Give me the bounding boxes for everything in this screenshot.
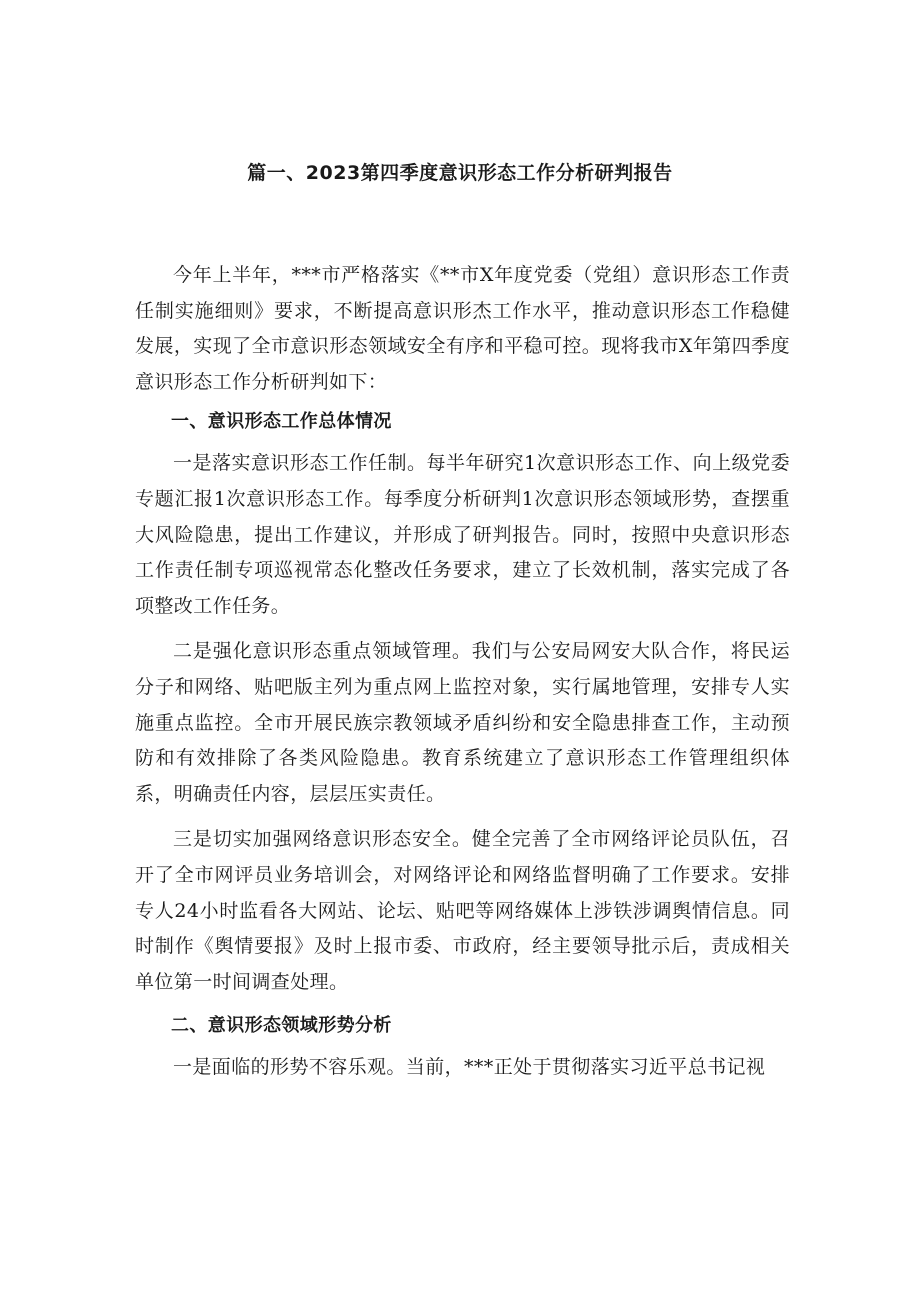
intro-paragraph: 今年上半年，***市严格落实《**市X年度党委（党组）意识形态工作责任制实施细则》要求，不断提高意识形杰工作水平，推动意识形态工作稳健发展，实现了全市意识形态领域安全有序和平稳可控。现将我市X年第四季度意识形态工作分析研判如下： [135,264,790,393]
document-title: 篇一、2023第四季度意识形态工作分析研判报告 [247,162,673,184]
paragraph-network-security: 三是切实加强网络意识形态安全。健全完善了全市网络评论员队伍，召开了全市网评员业务培训会，对网络评论和网络监督明确了工作要求。安排专人24小时监看各大网站、论坛、贴吧等网络媒体上涉铁涉调舆情信息。同时制作《舆情要报》及时上报市委、市政府，经主要领导批示后，责成相关单位第一时间调查处理。 [135,828,790,993]
document-body [135,258,790,1096]
paragraph-situation: 一是面临的形势不容乐观。当前，***正处于贯彻落实习近平总书记视 [173,1056,766,1079]
section-heading-analysis: 二、意识形态领域形势分析 [171,1015,392,1037]
paragraph-responsibility: 一是落实意识形态工作任制。每半年研究1次意识形态工作、向上级党委专题汇报1次意识形态工作。每季度分析研判1次意识形态领域形势，查摆重大风险隐患，提出工作建议，并形成了研判报告。同时，按照中央意识形态工作责任制专项巡视常态化整改任务要求，建立了长效机制，落实完成了各项整改工作任务。 [135,452,790,617]
paragraph-key-areas: 二是强化意识形态重点领域管理。我们与公安局网安大队合作，将民运分子和网络、贴吧版主列为重点网上监控对象，实行属地管理，安排专人实施重点监控。全市开展民族宗教领域矛盾纠纷和安全隐患排查工作，主动预防和有效排除了各类风险隐患。教育系统建立了意识形态工作管理组织体系，明确责任内容，层层压实责任。 [135,640,790,805]
section-heading-overall: 一、意识形态工作总体情况 [171,411,392,433]
